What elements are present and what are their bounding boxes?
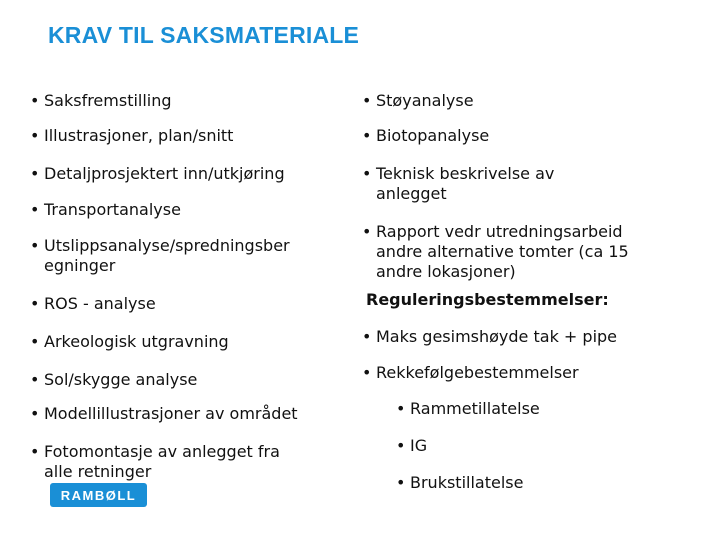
list-item-text: Saksfremstilling	[44, 91, 172, 110]
list-item-text: Detaljprosjektert inn/utkjøring	[44, 164, 285, 183]
list-item-text: Illustrasjoner, plan/snitt	[44, 126, 234, 145]
bullet-icon: •	[362, 327, 372, 346]
bullet-icon: •	[362, 164, 372, 183]
bullet-icon: •	[362, 222, 372, 241]
list-item-text: Fotomontasje av anlegget fra alle retninger	[44, 442, 280, 481]
list-item	[30, 236, 290, 276]
list-item-text: Transportanalyse	[44, 200, 181, 219]
list-item-text: Biotopanalyse	[376, 126, 490, 145]
regulation-heading: Reguleringsbestemmelser:	[366, 290, 609, 309]
list-item-text: Modellillustrasjoner av området	[44, 404, 298, 423]
list-item-text: Rammetillatelse	[410, 399, 540, 418]
bullet-icon: •	[30, 370, 40, 389]
bullet-icon: •	[30, 200, 40, 219]
list-item	[362, 91, 474, 111]
list-item-text: Brukstillatelse	[410, 473, 524, 492]
bullet-icon: •	[30, 294, 40, 313]
bullet-icon: •	[30, 91, 40, 110]
list-item	[30, 126, 233, 146]
bullet-icon: •	[362, 126, 372, 145]
list-item	[30, 404, 298, 424]
list-item-text: Rekkefølgebestemmelser	[376, 363, 579, 382]
list-item-text: Teknisk beskrivelse av anlegget	[376, 164, 555, 203]
list-item-text: Utslippsanalyse/spredningsber egninger	[44, 236, 290, 275]
bullet-icon: •	[30, 332, 40, 351]
list-item	[362, 126, 489, 146]
list-item	[362, 222, 629, 282]
list-item	[30, 164, 285, 184]
list-item	[396, 473, 523, 493]
bullet-icon: •	[30, 404, 40, 423]
list-item	[30, 370, 197, 390]
list-item	[30, 200, 181, 220]
list-item	[30, 294, 156, 314]
bullet-icon: •	[396, 399, 406, 418]
bullet-icon: •	[30, 164, 40, 183]
list-item	[396, 436, 427, 456]
list-item-text: Maks gesimshøyde tak + pipe	[376, 327, 618, 346]
list-item	[30, 442, 280, 482]
bullet-icon: •	[362, 363, 372, 382]
bullet-icon: •	[362, 91, 372, 110]
list-item-text: Støyanalyse	[376, 91, 474, 110]
ramboll-logo: RAMBØLL	[50, 483, 147, 507]
list-item	[30, 91, 172, 111]
list-item	[362, 164, 554, 204]
list-item-text: IG	[410, 436, 428, 455]
list-item-text: Sol/skygge analyse	[44, 370, 198, 389]
list-item	[362, 363, 579, 383]
bullet-icon: •	[30, 126, 40, 145]
bullet-icon: •	[396, 436, 406, 455]
list-item-text: Rapport vedr utredningsarbeid andre alternative tomter (ca 15 andre lokasjoner)	[376, 222, 629, 281]
slide-title: KRAV TIL SAKSMATERIALE	[48, 22, 360, 48]
list-item	[30, 332, 229, 352]
list-item	[362, 327, 617, 347]
list-item-text: Arkeologisk utgravning	[44, 332, 229, 351]
list-item-text: ROS - analyse	[44, 294, 156, 313]
bullet-icon: •	[396, 473, 406, 492]
bullet-icon: •	[30, 236, 40, 255]
bullet-icon: •	[30, 442, 40, 461]
list-item	[396, 399, 540, 419]
